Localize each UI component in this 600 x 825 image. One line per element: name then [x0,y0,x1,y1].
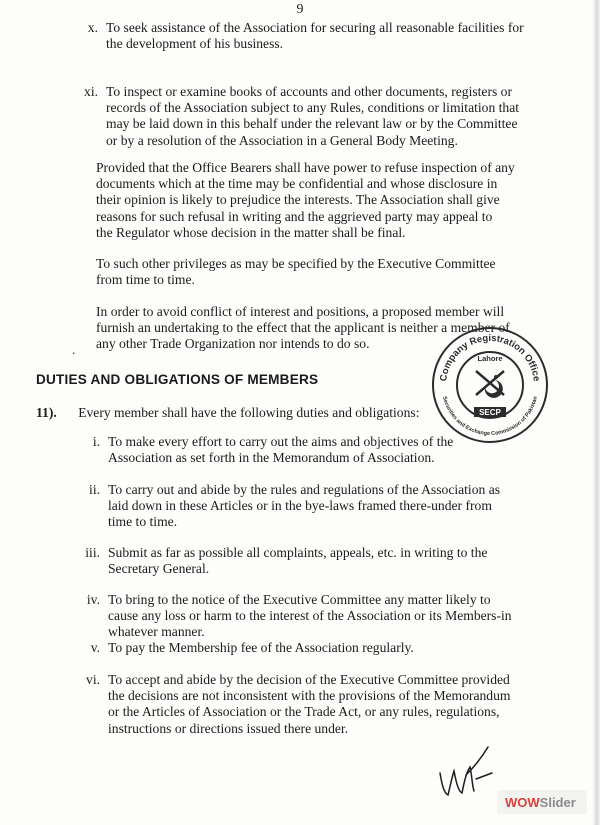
list-item-x [87,20,554,52]
scan-edge-shadow [592,0,600,825]
stamp-top-text: Company Registration Office [438,332,542,383]
section-heading: DUTIES AND OBLIGATIONS OF MEMBERS [36,372,319,387]
item-number: x. [87,20,98,35]
item-number: iii. [85,545,100,560]
item-text: To carry out and abide by the rules and regulations of the Association as laid down in these Articles or in the bye-laws framed there-under from time to time. [108,482,501,530]
clause-number: 11). [36,405,57,420]
item-text: To accept and abide by the decision of the Executive Committee provided the decisions are not inconsistent with the provisions of the Memorandum or the Articles of Association or the Trade Act, or any rules, regulations, instructions or directions issued there under. [108,672,511,736]
item-number: v. [90,640,100,655]
stamp-city: Lahore [477,354,503,363]
duty-item-v [90,640,556,656]
wowslider-watermark [497,790,587,814]
emblem-icon [476,371,504,398]
clause-text: Every member shall have the following duties and obligations: [78,405,420,420]
proviso-paragraph: Provided that the Office Bearers shall have power to refuse inspection of any documents which at the time may be confidential and whose disclosure in their opinion is likely to prejudice the interests. The Association shall give reasons for such refusal in writing and the aggrieved party may appeal to the Regulator whose decision in the matter shall be final. [96,160,515,240]
item-number: ii. [89,482,100,497]
duty-item-vi [86,672,556,737]
watermark-part1: WOW [505,795,540,810]
stamp-badge-text: SECP [479,408,501,417]
margin-mark: . [72,342,76,357]
item-number: vi. [86,672,100,687]
item-text: To pay the Membership fee of the Association regularly. [108,640,414,655]
item-text: To make every effort to carry out the aims and objectives of the Association as set forth in the Memorandum of Association. [108,434,454,466]
item-number: i. [92,434,100,449]
watermark-part2: Slider [539,795,576,810]
item-text: To seek assistance of the Association for securing all reasonable facilities for the development of his business. [106,20,524,52]
list-item-xi [84,84,554,149]
item-number: xi. [84,84,98,99]
secp-seal-stamp [430,325,550,445]
stamp-outer-ring [433,328,547,442]
item-text: To bring to the notice of the Executive Committee any matter likely to cause any loss or harm to the interest of the Association or its Members-in whatever manner. [108,592,512,640]
item-text: Submit as far as possible all complaints, appeals, etc. in writing to the Secretary General. [108,545,488,577]
item-text: To inspect or examine books of accounts and other documents, registers or records of the Association subject to any Rules, conditions or limitation that may be laid down in this behalf under the relevant law or by the Committee or by a resolution of the Association in a General Body Meeting. [106,84,520,148]
svg-text:WOWSlider [505,795,576,810]
clause-11 [36,405,419,421]
conflict-paragraph: In order to avoid conflict of interest and positions, a proposed member will furnish an undertaking to the effect that the applicant is neither a member of any other Trade Organization nor intends to do so. [96,304,510,352]
duty-item-iii [85,545,556,577]
privileges-paragraph: To such other privileges as may be specified by the Executive Committee from time to time. [96,256,496,288]
duty-item-ii [89,482,556,531]
duty-item-iv [86,592,556,641]
handwritten-signature [436,745,496,797]
page-number: 9 [296,2,304,17]
stamp-bottom-text: Securities and Exchange Commission of Pakistan [441,395,539,438]
item-number: iv. [86,592,100,607]
